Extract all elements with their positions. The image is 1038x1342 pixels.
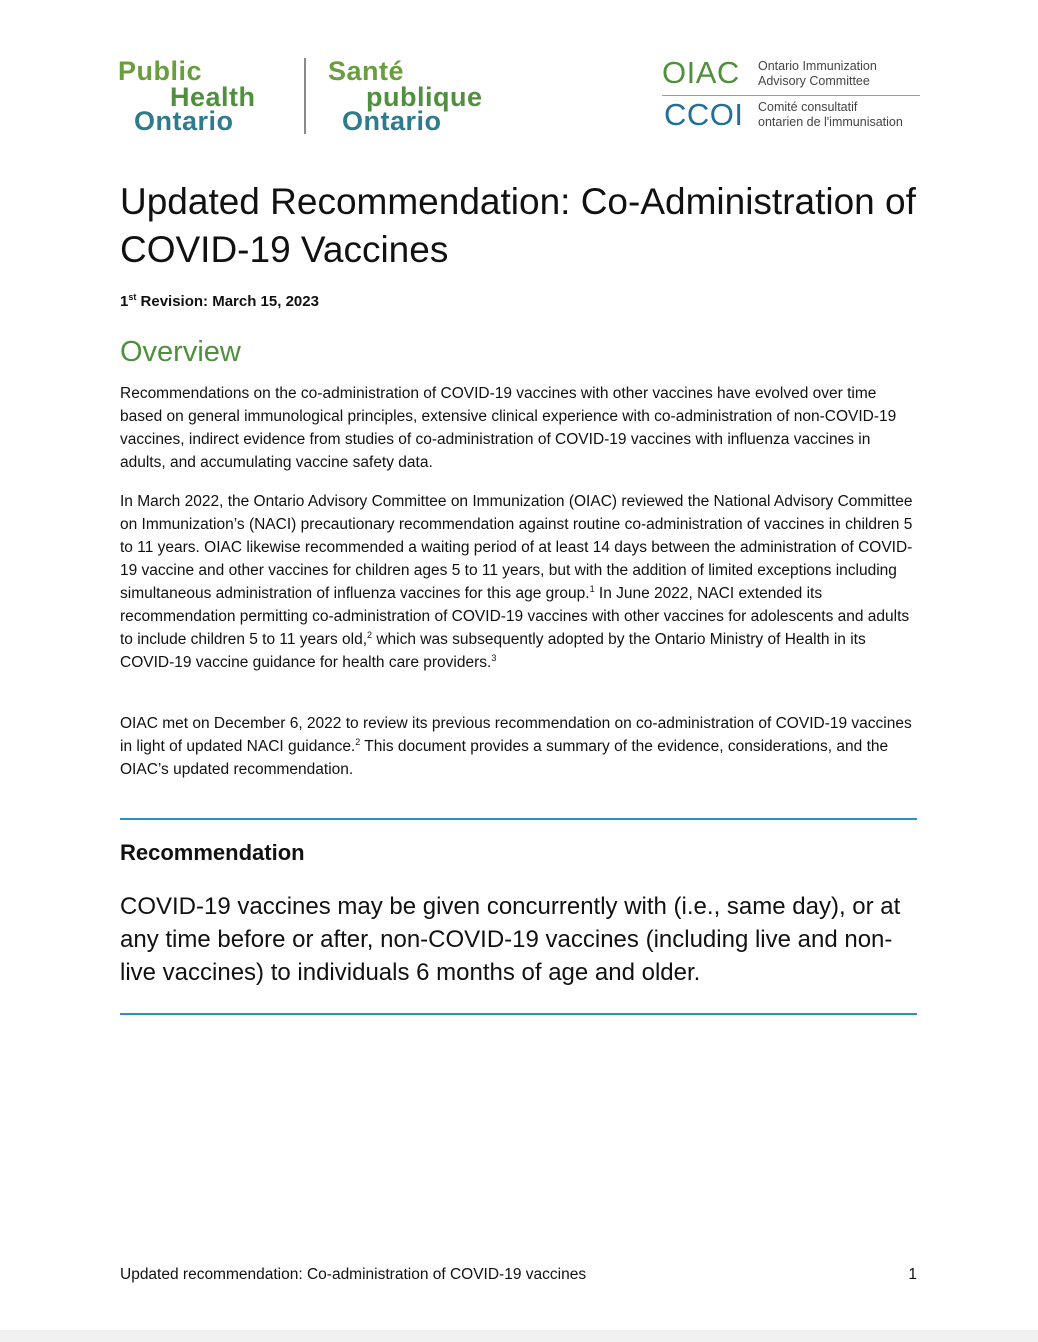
reference-marker: 2	[355, 736, 361, 747]
revision-ordinal-suffix: st	[128, 292, 137, 302]
recommendation-top-rule	[120, 818, 917, 820]
oiac-abbreviation: OIAC	[662, 55, 740, 90]
logo-divider	[304, 58, 306, 134]
para2-text-b: In June 2022, NACI extended its recommendation permitting co-administration of COVID-19 vaccines with other vaccines for adolescents and adults to include children 5 to 11 years old,	[120, 585, 910, 648]
ccoi-full-name	[758, 100, 903, 130]
page-number: 1	[908, 1266, 917, 1283]
document-title: Updated Recommendation: Co-Administration of COVID-19 Vaccines	[120, 181, 916, 270]
oiac-full-name	[758, 59, 877, 89]
page-bottom-edge	[0, 1330, 1038, 1342]
recommendation-text: COVID-19 vaccines may be given concurrently with (i.e., same day), or at any time before or after, non-COVID-19 vaccines (including live and non-live vaccines) to individuals 6 months of age and older.	[120, 893, 901, 986]
ccoi-name-line1: Comité consultatif	[758, 100, 858, 114]
overview-paragraph-2	[120, 490, 920, 674]
reference-marker: 2	[367, 629, 373, 640]
sante-logo-line3: Ontario	[342, 106, 442, 136]
sante-publique-ontario-logo	[328, 56, 508, 136]
footer-running-title: Updated recommendation: Co-administration of COVID-19 vaccines	[120, 1266, 587, 1283]
overview-paragraph-3	[120, 712, 920, 781]
sante-logo-line1: Santé	[328, 56, 405, 86]
oiac-name-line1: Ontario Immunization	[758, 59, 877, 73]
sante-logo-line2: publique	[366, 82, 483, 112]
reference-marker: 3	[491, 652, 497, 663]
revision-ordinal: 1	[120, 293, 129, 310]
oiac-ccoi-logo	[662, 56, 924, 136]
para2-text-a: In March 2022, the Ontario Advisory Committee on Immunization (OIAC) reviewed the National Advisory Committee on Immunization’s (NACI) precautionary recommendation against routine co-administration of vaccines in children 5 to 11 years. OIAC likewise recommended a waiting period of at least 14 days between the administration of COVID-19 vaccine and other vaccines for children ages 5 to 11 years, but with the addition of limited exceptions including simultaneous administration of influenza vaccines for this age group.	[120, 493, 913, 602]
ccoi-name-line2: ontarien de l'immunisation	[758, 115, 903, 129]
oiac-name-line2: Advisory Committee	[758, 74, 870, 88]
public-health-ontario-logo	[118, 56, 308, 136]
reference-marker: 1	[589, 583, 595, 594]
overview-paragraph-1: Recommendations on the co-administration of COVID-19 vaccines with other vaccines have evolved over time based on general immunological principles, extensive clinical experience with co-administration of non-COVID-19 vaccines, indirect evidence from studies of co-administration of COVID-19 vaccines with influenza vaccines in adults, and accumulating vaccine safety data.	[120, 385, 897, 471]
para2-text-c: which was subsequently adopted by the Ontario Ministry of Health in its COVID-19 vaccine guidance for health care providers.	[120, 631, 866, 671]
para3-text-b: This document provides a summary of the evidence, considerations, and the OIAC’s updated recommendation.	[120, 738, 889, 778]
para3-text-a: OIAC met on December 6, 2022 to review its previous recommendation on co-administration of COVID-19 vaccines in light of updated NACI guidance.	[120, 715, 912, 755]
pho-logo-line1: Public	[118, 56, 203, 86]
oiac-logo-rule	[662, 95, 920, 96]
recommendation-bottom-rule	[120, 1013, 917, 1015]
revision-text: Revision: March 15, 2023	[136, 293, 319, 310]
recommendation-heading: Recommendation	[120, 840, 305, 865]
overview-heading: Overview	[120, 336, 241, 368]
pho-logo-line3: Ontario	[134, 106, 234, 136]
revision-date	[120, 292, 319, 310]
ccoi-abbreviation: CCOI	[664, 97, 744, 132]
pho-logo-line2: Health	[170, 82, 256, 112]
